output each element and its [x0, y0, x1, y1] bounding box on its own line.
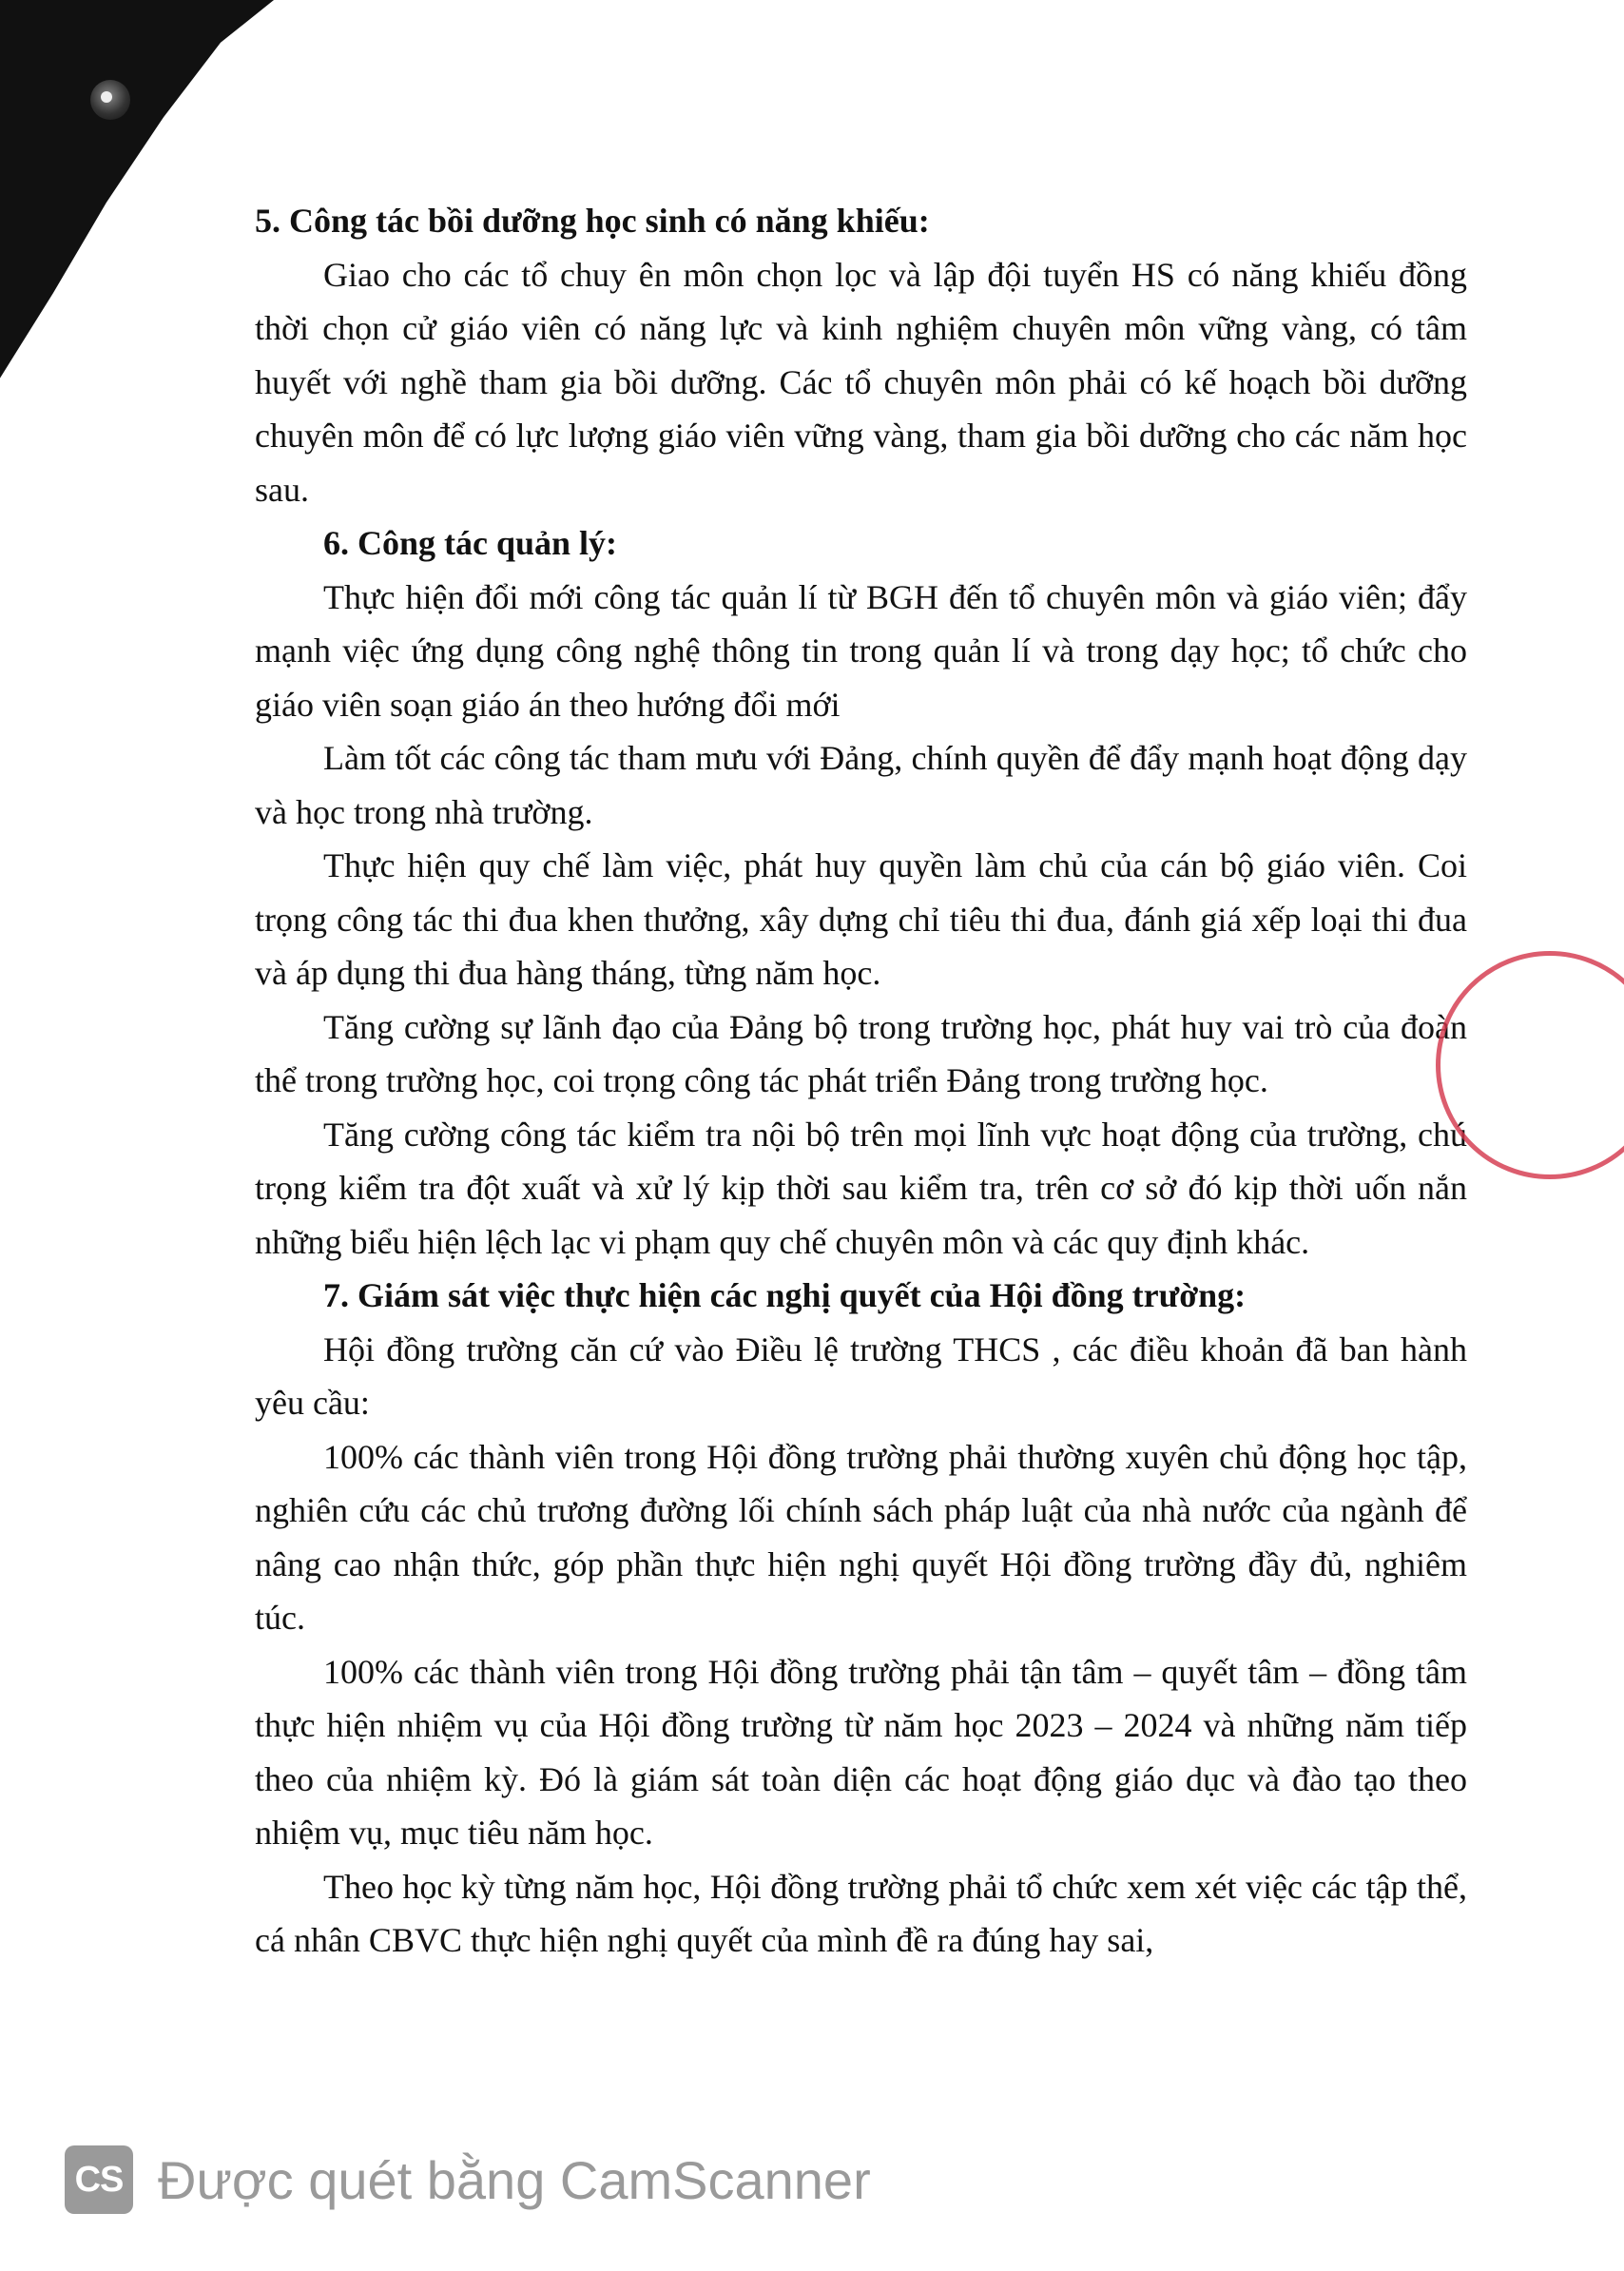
section-5: [255, 194, 1467, 516]
paragraph: Làm tốt các công tác tham mưu với Đảng, chính quyền để đẩy mạnh hoạt động dạy và học trong nhà trường.: [255, 739, 1467, 831]
camscanner-logo-icon: CS: [65, 2145, 133, 2214]
section-6: [255, 516, 1467, 1269]
paragraph: 100% các thành viên trong Hội đồng trường phải thường xuyên chủ động học tập, nghiên cứu các chủ trương đường lối chính sách pháp luật của nhà nước của ngành để nâng cao nhận thức, góp phần thực hiện nghị quyết Hội đồng trường đầy đủ, nghiêm túc.: [255, 1437, 1467, 1637]
document-body: [255, 194, 1467, 1968]
paragraph: Thực hiện đổi mới công tác quản lí từ BGH đến tổ chuyên môn và giáo viên; đẩy mạnh việc ứng dụng công nghệ thông tin trong quản lí và trong dạy học; tổ chức cho giáo viên soạn giáo án theo hướng đổi mới: [255, 577, 1467, 724]
paragraph: Giao cho các tổ chuy ên môn chọn lọc và lập đội tuyển HS có năng khiếu đồng thời chọn cử giáo viên có năng lực và kinh nghiệm chuyên môn vững vàng, có tâm huyết với nghề tham gia bồi dưỡng. Các tổ chuyên môn phải có kế hoạch bồi dưỡng chuyên môn để có lực lượng giáo viên vững vàng, tham gia bồi dưỡng cho các năm học sau.: [255, 255, 1467, 509]
section-heading: 6. Công tác quản lý:: [323, 524, 618, 562]
camscanner-watermark: [65, 2145, 871, 2214]
paragraph: Tăng cường sự lãnh đạo của Đảng bộ trong trường học, phát huy vai trò của đoàn thể trong trường học, coi trọng công tác phát triển Đảng trong trường học.: [255, 1007, 1467, 1099]
scan-corner-glint-dot: [101, 91, 112, 103]
section-heading: 5. Công tác bồi dưỡng học sinh có năng khiếu:: [255, 202, 930, 240]
paragraph: Hội đồng trường căn cứ vào Điều lệ trường THCS , các điều khoản đã ban hành yêu cầu:: [255, 1330, 1467, 1422]
paragraph: 100% các thành viên trong Hội đồng trường phải tận tâm – quyết tâm – đồng tâm thực hiện nhiệm vụ của Hội đồng trường từ năm học 2023 – 2024 và những năm tiếp theo của nhiệm kỳ. Đó là giám sát toàn diện các hoạt động giáo dục và đào tạo theo nhiệm vụ, mục tiêu năm học.: [255, 1652, 1467, 1852]
section-heading: 7. Giám sát việc thực hiện các nghị quyết của Hội đồng trường:: [323, 1276, 1247, 1314]
section-7: [255, 1269, 1467, 1968]
paragraph: Theo học kỳ từng năm học, Hội đồng trường phải tổ chức xem xét việc các tập thể, cá nhân CBVC thực hiện nghị quyết của mình đề ra đúng hay sai,: [255, 1867, 1467, 1959]
paragraph: Tăng cường công tác kiểm tra nội bộ trên mọi lĩnh vực hoạt động của trường, chú trọng kiểm tra đột xuất và xử lý kịp thời sau kiểm tra, trên cơ sở đó kịp thời uốn nắn những biểu hiện lệch lạc vi phạm quy chế chuyên môn và các quy định khác.: [255, 1115, 1467, 1261]
watermark-text: Được quét bằng CamScanner: [158, 2149, 871, 2210]
paragraph: Thực hiện quy chế làm việc, phát huy quyền làm chủ của cán bộ giáo viên. Coi trọng công tác thi đua khen thưởng, xây dựng chỉ tiêu thi đua, đánh giá xếp loại thi đua và áp dụng thi đua hàng tháng, từng năm học.: [255, 846, 1467, 992]
